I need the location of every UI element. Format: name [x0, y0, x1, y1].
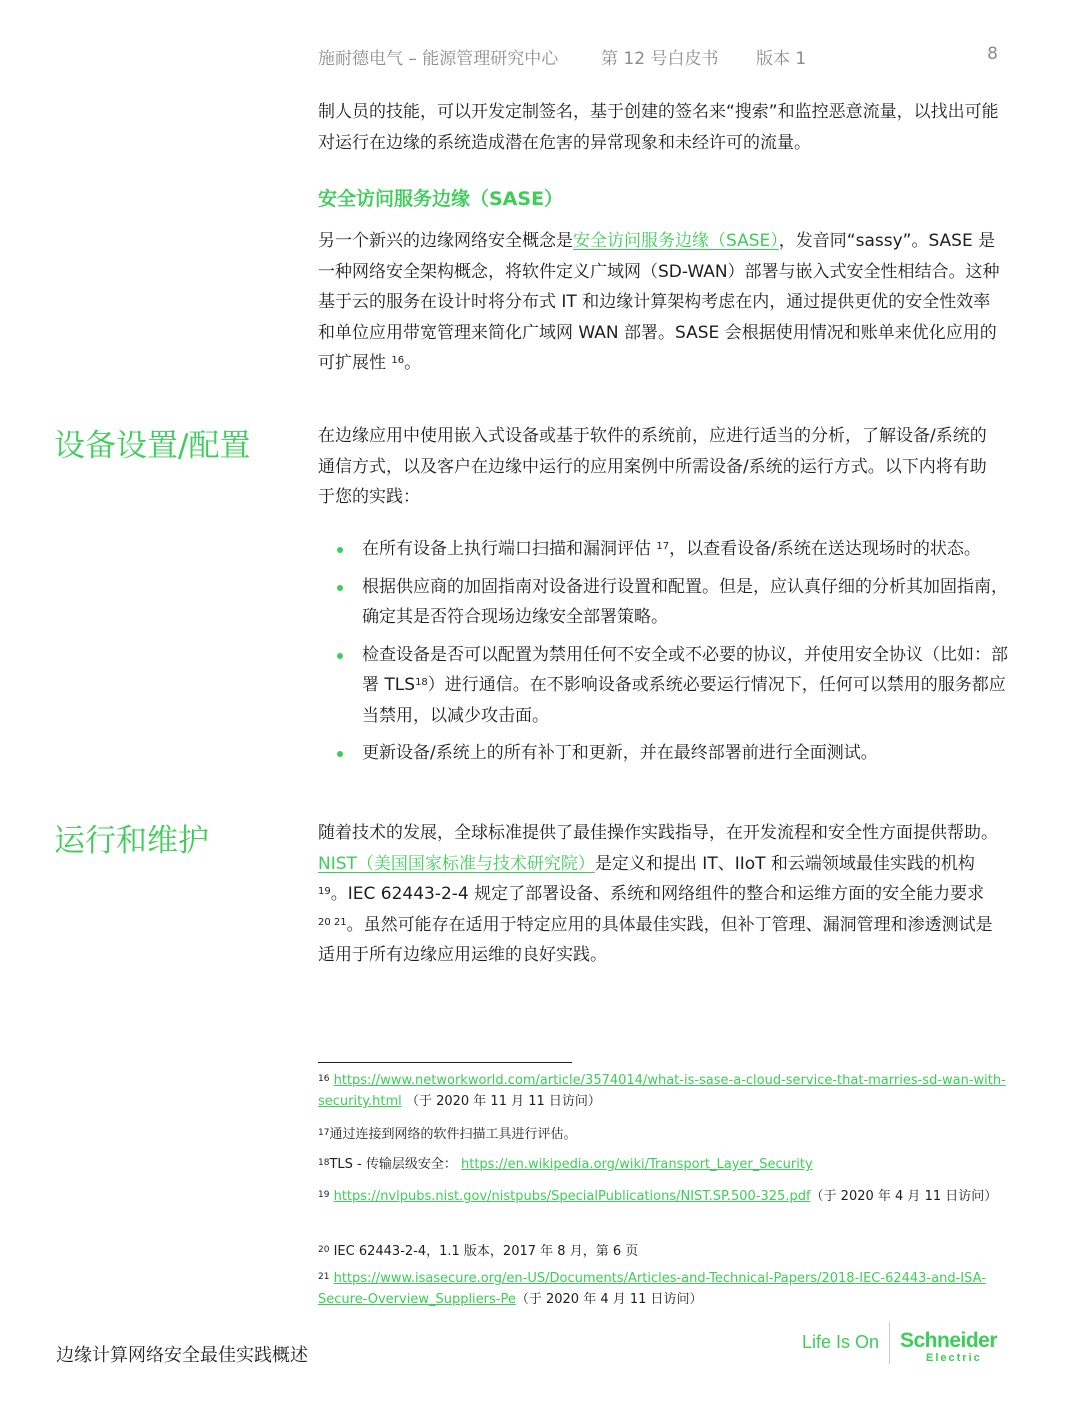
bullet-text: 在所有设备上执行端口扫描和漏洞评估	[362, 539, 651, 559]
page-header	[318, 44, 998, 70]
sase-link[interactable]: 安全访问服务边缘（SASE）	[573, 231, 779, 251]
bullet-text: 根据供应商的加固指南对设备进行设置和配置。但是，应认真仔细的分析其加固指南，确定其是否符合现场边缘安全部署策略。	[362, 576, 1008, 627]
device-intro: 在边缘应用中使用嵌入式设备或基于软件的系统前，应进行适当的分析，了解设备/系统的通信方式，以及客户在边缘中运行的应用案例中所需设备/系统的运行方式。以下内将有助于您的实践：	[318, 426, 987, 507]
footnote-url[interactable]: https://www.networkworld.com/article/3574014/what-is-sase-a-cloud-service-that-marries-sd-wan-with-security.html	[318, 1073, 1006, 1109]
bullet-icon	[337, 547, 343, 553]
footnote-note: （于 2020 年 4 月 11 日访问）	[515, 1292, 703, 1307]
footnote-text: 通过连接到网络的软件扫描工具进行评估。	[329, 1127, 577, 1142]
list-item	[318, 738, 1010, 769]
intro-paragraph: 制人员的技能，可以开发定制签名，基于创建的签名来“搜索”和监控恶意流量，以找出可能对运行在边缘的系统造成潜在危害的异常现象和未经许可的流量。	[318, 102, 999, 153]
footnote-url[interactable]: https://www.isasecure.org/en-US/Documents/Articles-and-Technical-Papers/2018-IEC-62443-and-ISA-Secure-Overview_Suppliers-Pe	[318, 1271, 986, 1307]
bullet-icon	[337, 585, 343, 591]
bullet-icon	[337, 751, 343, 757]
footnote-number: 17	[318, 1128, 330, 1138]
footnote-20	[318, 1241, 1008, 1262]
ops-text-3: 。IEC 62443-2-4 规定了部署设备、系统和网络组件的整合和运维方面的安全能力要求	[330, 884, 985, 904]
header-doc-number: 第 12 号白皮书	[601, 49, 719, 69]
ops-paragraph	[318, 818, 1002, 971]
list-item	[318, 534, 1010, 565]
sase-paragraph	[318, 226, 1002, 379]
footer-doc-title: 边缘计算网络安全最佳实践概述	[56, 1345, 308, 1366]
footnote-number: 20	[318, 1245, 330, 1255]
footnote-ref-17[interactable]: 17	[656, 541, 670, 552]
footnote-17	[318, 1124, 1008, 1145]
sase-text-after: ，发音同“sassy”。SASE 是一种网络安全架构概念，将软件定义广域网（SD-WAN）部署与嵌入式安全性相结合。这种基于云的服务在设计时将分布式 IT 和边缘计算架构考虑在内，通过提供更优的安全性效率和单位应用带宽管理来简化广域网 WAN 部署。SASE 会根据使用情况和账单来优化应用的可扩展性	[318, 231, 1000, 373]
section-title-ops: 运行和维护	[54, 823, 209, 859]
footnote-ref-19[interactable]: 19	[318, 886, 331, 897]
header-org: 施耐德电气 – 能源管理研究中心	[318, 49, 559, 69]
life-is-on-logo: Life Is On	[802, 1332, 880, 1352]
footnote-url[interactable]: https://en.wikipedia.org/wiki/Transport_Layer_Security	[461, 1157, 813, 1172]
footnote-text: IEC 62443-2-4，1.1 版本，2017 年 8 月，第 6 页	[333, 1244, 639, 1259]
footnote-number: 19	[318, 1190, 330, 1200]
footnote-ref-16[interactable]: 16	[391, 355, 405, 366]
bullet-text-cont: ，以查看设备/系统在送达现场时的状态。	[669, 539, 981, 559]
footnote-note: （于 2020 年 4 月 11 日访问）	[810, 1189, 998, 1204]
brand-subname: Electric	[926, 1352, 982, 1364]
footnote-16	[318, 1070, 1008, 1112]
ops-text-1: 随着技术的发展，全球标准提供了最佳操作实践指导，在开发流程和安全性方面提供帮助。	[318, 823, 998, 843]
footnote-number: 18	[318, 1158, 330, 1168]
footnote-number: 21	[318, 1272, 330, 1282]
bullet-text-cont: ）进行通信。在不影响设备或系统必要运行情况下，任何可以禁用的服务都应当禁用，以减少攻击面。	[362, 675, 1006, 726]
bullet-text: 检查设备是否可以配置为禁用任何不安全或不必要的协议，并使用安全协议（比如：部署 TLS	[362, 644, 1008, 695]
footnote-divider	[318, 1062, 572, 1063]
footnote-18	[318, 1154, 1008, 1175]
sase-text-end: 。	[404, 353, 422, 373]
footnote-ref-20-21[interactable]: 20 21	[318, 916, 347, 928]
section-title-device: 设备设置/配置	[54, 428, 251, 464]
device-bullet-list	[318, 534, 1010, 776]
footnote-note: （于 2020 年 11 月 11 日访问）	[405, 1094, 601, 1109]
ops-text-2: 是定义和提出 IT、IIoT 和云端领域最佳实践的机构	[594, 853, 975, 874]
footnote-21	[318, 1268, 1008, 1310]
list-item	[318, 640, 1010, 732]
page-number: 8	[987, 44, 998, 64]
footer-divider	[889, 1322, 890, 1364]
footnote-ref-18[interactable]: 18	[415, 677, 428, 688]
footnote-url[interactable]: https://nvlpubs.nist.gov/nistpubs/SpecialPublications/NIST.SP.500-325.pdf	[333, 1189, 811, 1204]
bullet-text: 更新设备/系统上的所有补丁和更新，并在最终部署前进行全面测试。	[362, 743, 878, 763]
footnote-number: 16	[318, 1074, 330, 1084]
header-version: 版本 1	[756, 49, 807, 69]
schneider-electric-logo	[900, 1330, 1010, 1366]
sase-text-before: 另一个新兴的边缘网络安全概念是	[318, 231, 573, 251]
footnote-19	[318, 1186, 1008, 1207]
sase-heading: 安全访问服务边缘（SASE）	[318, 188, 564, 210]
brand-name: Schneider	[900, 1329, 998, 1352]
ops-text-4: 。虽然可能存在适用于特定应用的具体最佳实践，但补丁管理、漏洞管理和渗透测试是适用于所有边缘应用运维的良好实践。	[318, 914, 993, 965]
bullet-icon	[337, 653, 343, 659]
footnote-text: TLS - 传输层级安全：	[329, 1157, 457, 1172]
list-item	[318, 572, 1010, 633]
nist-link[interactable]: NIST（美国国家标准与技术研究院）	[318, 853, 595, 874]
